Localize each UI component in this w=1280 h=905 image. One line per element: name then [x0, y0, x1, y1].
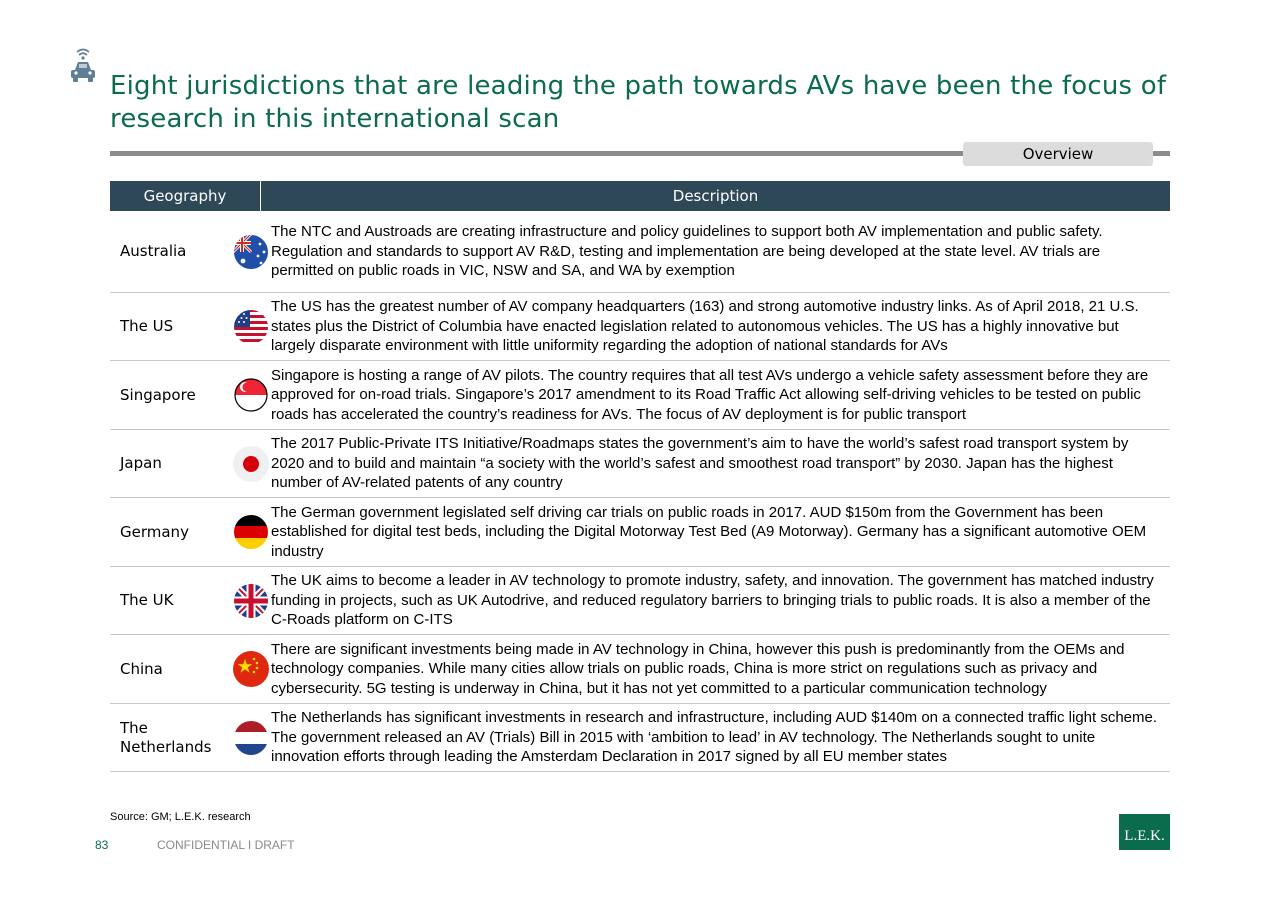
description-text: The German government legislated self driving car trials on public roads in 2017. AUD $150m from the Government has been established for digital test beds, including the Digital Motorway Test Bed (A9 Motorway). Germany has a significant automotive OEM industry	[271, 503, 1147, 560]
description-text: Singapore is hosting a range of AV pilots. The country requires that all test AVs undergo a vehicle safety assessment before they are approved for on-road trials. Singapore’s 2017 amendment to its Road Traffic Act allowing self-driving vehicles to be tested on public roads has accelerated the country’s readiness for AVs. The focus of AV deployment is for public transport	[271, 366, 1149, 423]
connected-car-icon	[68, 44, 98, 86]
table-row	[110, 567, 1170, 635]
table-row	[110, 704, 1170, 772]
japan-flag-icon	[233, 446, 269, 482]
overview-tab[interactable]: Overview	[963, 142, 1153, 166]
geography-column-header: Geography	[110, 181, 261, 211]
lek-logo: L.E.K.	[1119, 814, 1170, 850]
geography-name: Australia	[120, 242, 187, 260]
description-column-header: Description	[672, 187, 759, 205]
table-row	[110, 211, 1170, 293]
table-row	[110, 498, 1170, 567]
germany-flag-icon	[233, 514, 269, 550]
description-text: The Netherlands has significant investments in research and infrastructure, including AUD $140m on a connected traffic light scheme. The government released an AV (Trials) Bill in 2015 with ‘ambition to lead’ in AV technology. The Netherlands sought to unite innovation efforts through leading the Amsterdam Declaration in 2017 signed by all EU member states	[271, 709, 1158, 766]
description-text: There are significant investments being made in AV technology in China, however this push is predominantly from the OEMs and technology companies. While many cities allow trials on public roads, China is more strict on regulations such as privacy and cybersecurity. 5G testing is underway in China, but it has not yet committed to a particular communication technology	[271, 640, 1125, 697]
geography-name: China	[120, 659, 163, 678]
table-row	[110, 635, 1170, 704]
netherlands-flag-icon	[233, 720, 269, 756]
description-text: The UK aims to become a leader in AV technology to promote industry, safety, and innovation. The government has matched industry funding in projects, such as UK Autodrive, and reduced regulatory barriers to bringing trials to public roads. It is also a member of the C-Roads platform on C-ITS	[271, 572, 1154, 629]
source-note: Source: GM; L.E.K. research	[110, 811, 251, 823]
table-header-row	[110, 181, 1170, 211]
page-number: 83	[95, 838, 109, 852]
description-text: The NTC and Austroads are creating infrastructure and policy guidelines to support both AV implementation and public safety. Regulation and standards to support AV R&D, testing and implementation are being developed at the state level. AV trials are permitted on public roads in VIC, NSW and SA, and WA by exemption	[271, 223, 1103, 280]
jurisdictions-table	[110, 181, 1170, 772]
us-flag-icon	[233, 309, 269, 345]
description-text: The 2017 Public-Private ITS Initiative/Roadmaps states the government’s aim to have the world’s safest road transport system by 2020 and to build and maintain “a society with the world’s safest and smoothest road transport” by 2030. Japan has the highest number of AV-related patents of any country	[271, 435, 1129, 492]
geography-name: The UK	[120, 591, 174, 609]
australia-flag-icon	[233, 234, 269, 270]
table-row	[110, 430, 1170, 498]
page-title: Eight jurisdictions that are leading the path towards AVs have been the focus of research in this international scan	[110, 71, 1167, 134]
table-row	[110, 361, 1170, 430]
china-flag-icon	[233, 651, 269, 687]
geography-name: Japan	[120, 454, 162, 472]
geography-name: Singapore	[120, 385, 196, 404]
table-row	[110, 293, 1170, 361]
singapore-flag-icon	[233, 377, 269, 413]
geography-name: Germany	[120, 522, 189, 541]
confidential-label: CONFIDENTIAL I DRAFT	[157, 838, 295, 852]
uk-flag-icon	[233, 583, 269, 619]
description-text: The US has the greatest number of AV company headquarters (163) and strong automotive industry links. As of April 2018, 21 U.S. states plus the District of Columbia have enacted legislation related to autonomous vehicles. The US has a highly innovative but largely disparate environment with little uniformity regarding the adoption of national standards for AVs	[271, 298, 1139, 355]
geography-name: The Netherlands	[120, 718, 212, 756]
geography-name: The US	[120, 317, 174, 335]
